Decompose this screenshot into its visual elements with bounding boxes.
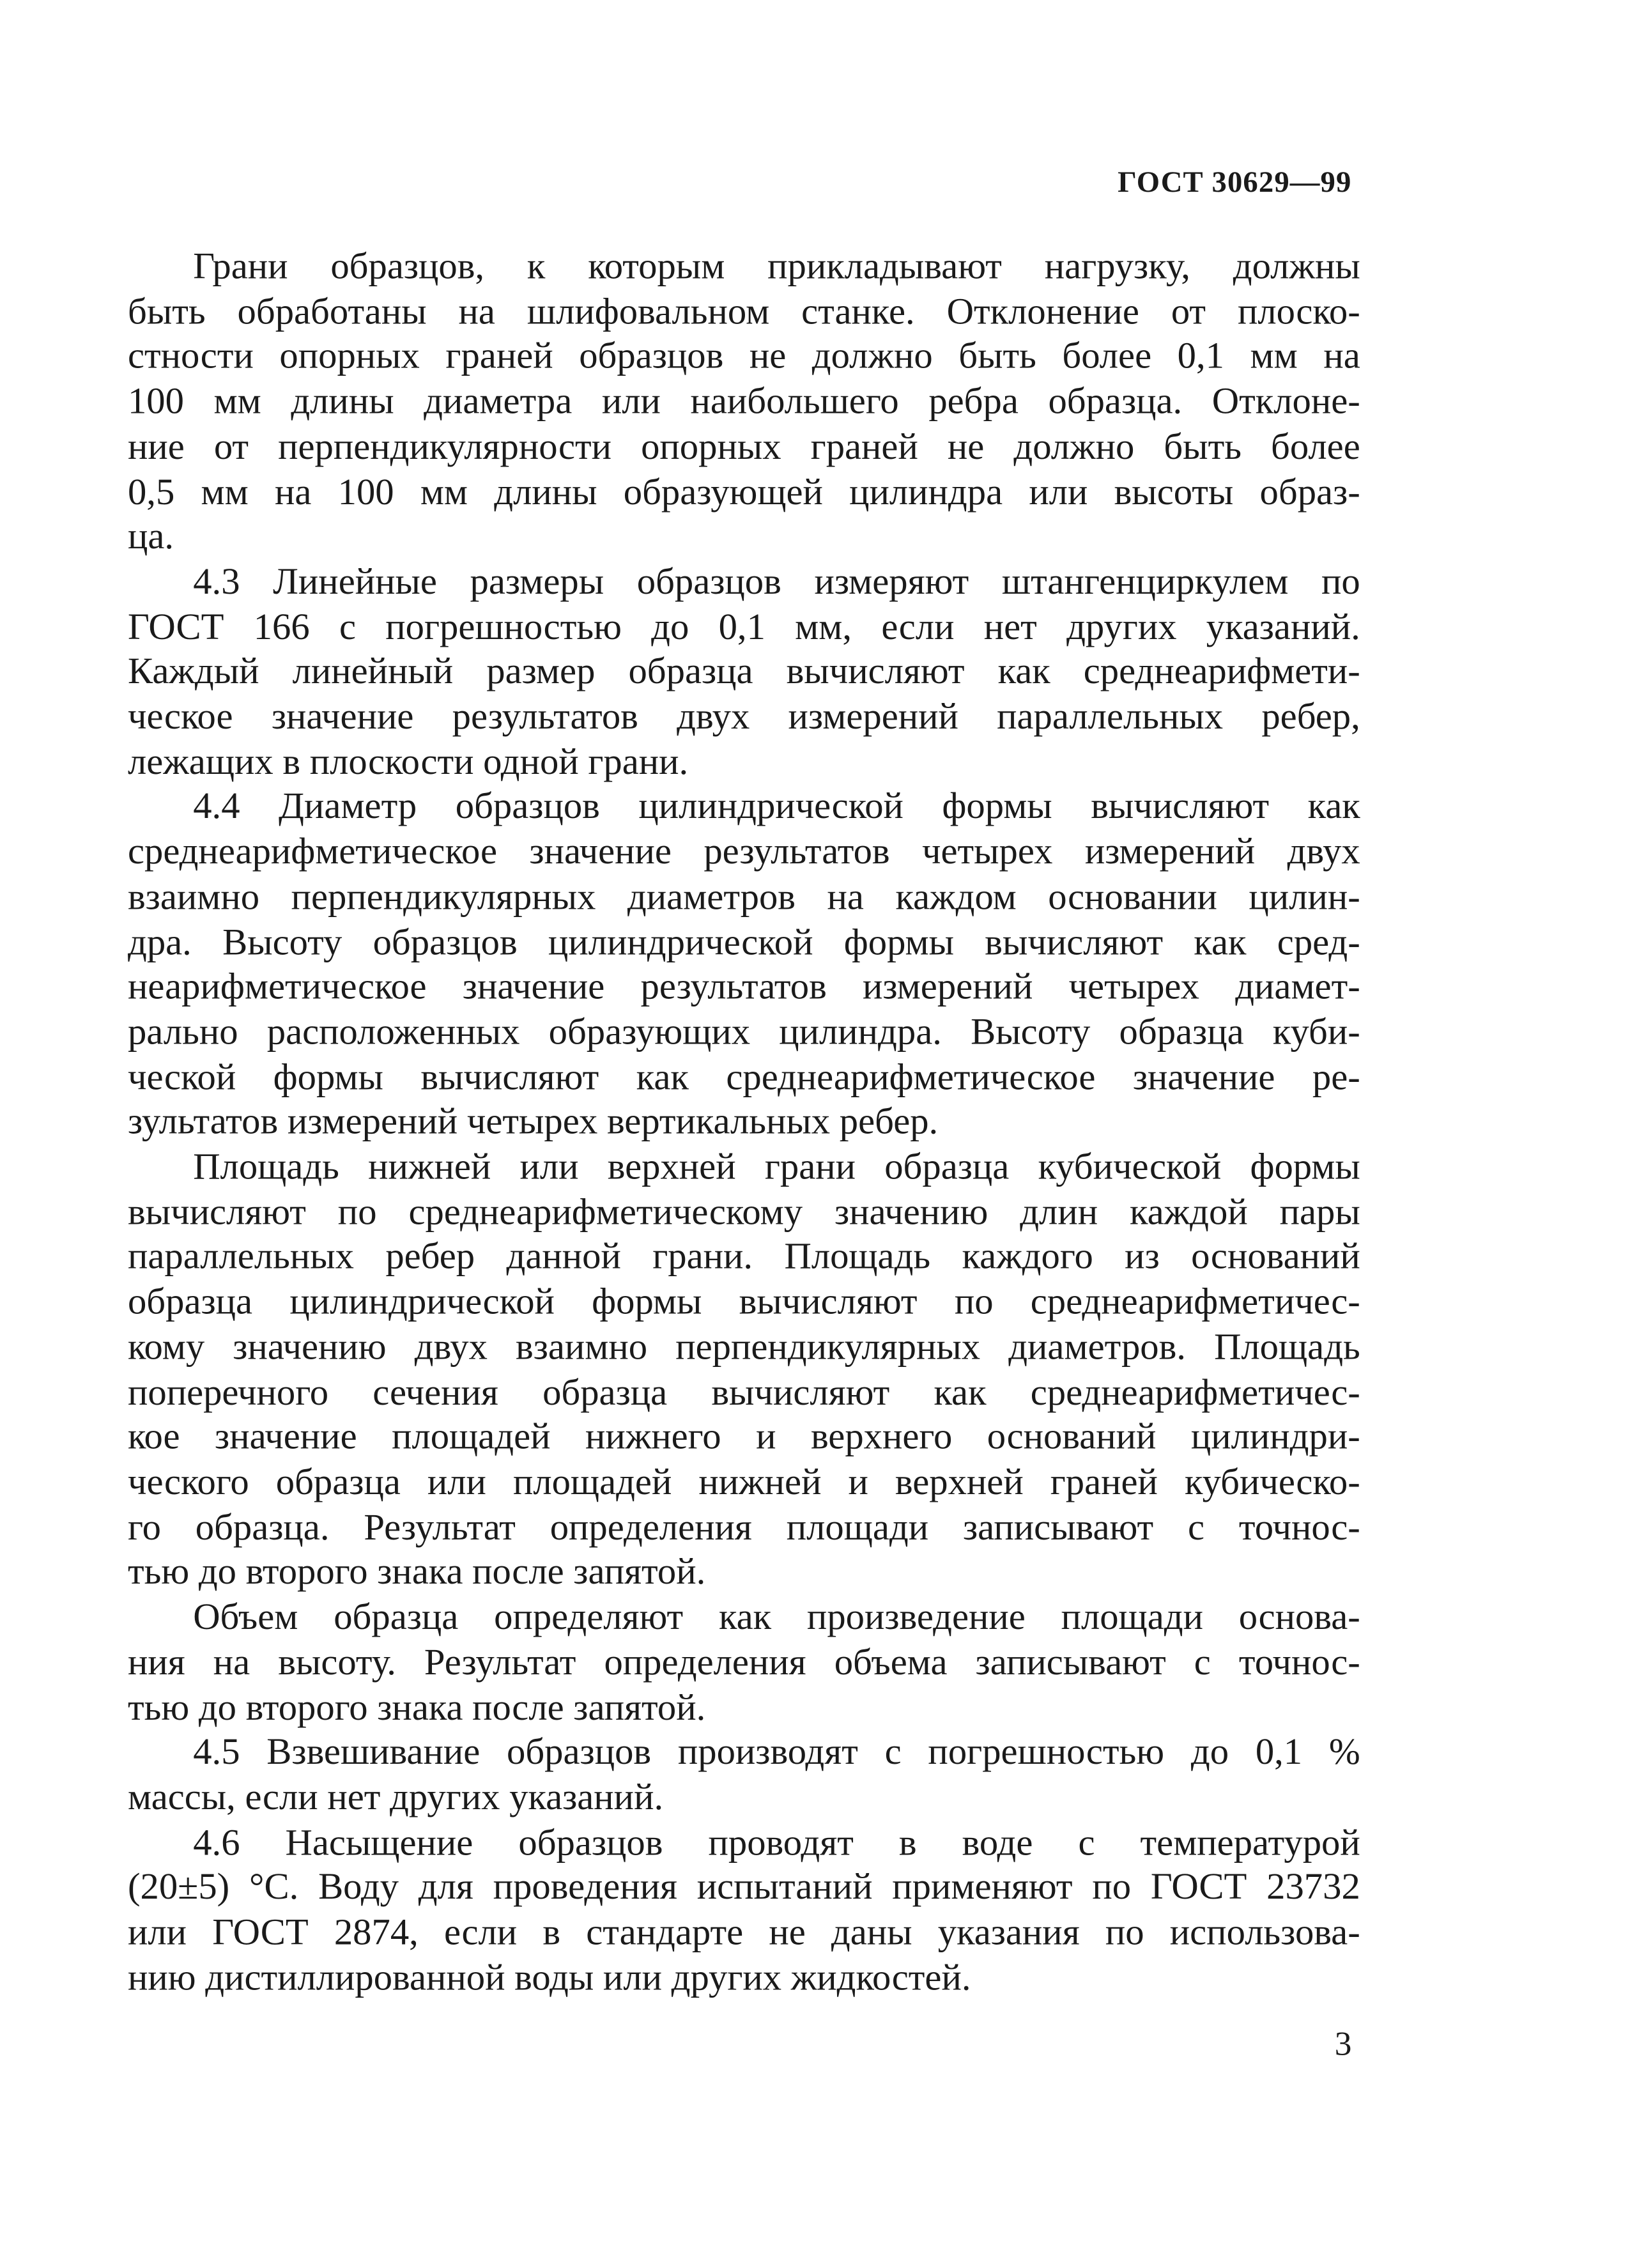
paragraph	[128, 1145, 1360, 1595]
text-line: ние от перпендикулярности опорных граней не должно быть более	[127, 424, 1360, 467]
text-line: нию дистиллированной воды или других жидкостей.	[127, 1955, 971, 1998]
text-line: ца.	[127, 514, 174, 557]
paragraph	[128, 559, 1360, 784]
text-line: 100 мм длины диаметра или наибольшего ребра образца. Отклоне-	[127, 379, 1360, 422]
text-line: зультатов измерений четырех вертикальных ребер.	[127, 1099, 939, 1143]
document-header: ГОСТ 30629—99	[1118, 164, 1352, 199]
text-line: 4.6 Насыщение образцов проводят в воде с температурой	[193, 1820, 1360, 1863]
text-line: ческой формы вычисляют как среднеарифметическое значение ре-	[127, 1054, 1360, 1098]
text-line: дра. Высоту образцов цилиндрической формы вычисляют как сред-	[127, 920, 1360, 962]
document-body	[128, 244, 1360, 2000]
paragraph	[128, 244, 1360, 559]
text-line: 4.4 Диаметр образцов цилиндрической формы вычисляют как	[193, 784, 1360, 828]
text-line: ния на высоту. Результат определения объема записывают с точнос-	[127, 1640, 1360, 1683]
text-line: лежащих в плоскости одной грани.	[127, 739, 689, 782]
paragraph	[128, 1730, 1360, 1820]
text-line: стности опорных граней образцов не должно быть более 0,1 мм на	[127, 334, 1360, 377]
text-line: неарифметическое значение результатов измерений четырех диамет-	[127, 964, 1360, 1008]
text-line: Площадь нижней или верхней грани образца кубической формы	[193, 1145, 1360, 1187]
text-line: образца цилиндрической формы вычисляют по среднеарифметичес-	[127, 1279, 1360, 1323]
text-line: 4.5 Взвешивание образцов производят с погрешностью до 0,1 %	[193, 1730, 1360, 1773]
text-line: ческого образца или площадей нижней и верхней граней кубическо-	[127, 1460, 1360, 1503]
text-line: тью до второго знака после запятой.	[127, 1550, 706, 1593]
text-line: Объем образца определяют как произведение площади основа-	[193, 1594, 1360, 1638]
text-line: рально расположенных образующих цилиндра. Высоту образца куби-	[127, 1009, 1360, 1053]
text-line: среднеарифметическое значение результатов четырех измерений двух	[127, 829, 1360, 872]
text-line: быть обработаны на шлифовальном станке. Отклонение от плоско-	[127, 289, 1360, 332]
text-line: ГОСТ 166 с погрешностью до 0,1 мм, если нет других указаний.	[127, 604, 1360, 647]
text-line: 4.3 Линейные размеры образцов измеряют штангенциркулем по	[193, 559, 1360, 603]
text-line: массы, если нет других указаний.	[127, 1775, 664, 1818]
text-line: Каждый линейный размер образца вычисляют как среднеарифмети-	[127, 649, 1360, 692]
text-line: или ГОСТ 2874, если в стандарте не даны указания по использова-	[127, 1910, 1360, 1953]
text-line: тью до второго знака после запятой.	[127, 1685, 706, 1728]
text-line: (20±5) °С. Воду для проведения испытаний применяют по ГОСТ 23732	[127, 1865, 1360, 1908]
text-line: 0,5 мм на 100 мм длины образующей цилиндра или высоты образ-	[127, 469, 1360, 513]
text-line: взаимно перпендикулярных диаметров на каждом основании цилин-	[127, 874, 1360, 918]
text-line: Грани образцов, к которым прикладывают нагрузку, должны	[193, 244, 1360, 287]
text-line: вычисляют по среднеарифметическому значению длин каждой пары	[127, 1189, 1360, 1233]
paragraph	[128, 1595, 1360, 1730]
text-line: параллельных ребер данной грани. Площадь каждого из оснований	[127, 1235, 1360, 1277]
paragraph	[128, 785, 1360, 1145]
text-line: кое значение площадей нижнего и верхнего оснований цилиндри-	[127, 1415, 1360, 1458]
text-line: поперечного сечения образца вычисляют как среднеарифметичес-	[127, 1369, 1360, 1413]
page-number: 3	[1334, 2026, 1352, 2064]
text-line: кому значению двух взаимно перпендикулярных диаметров. Площадь	[127, 1325, 1360, 1368]
paragraph	[128, 1820, 1360, 2000]
text-line: го образца. Результат определения площади записывают с точнос-	[127, 1504, 1360, 1548]
text-line: ческое значение результатов двух измерений параллельных ребер,	[127, 694, 1360, 737]
